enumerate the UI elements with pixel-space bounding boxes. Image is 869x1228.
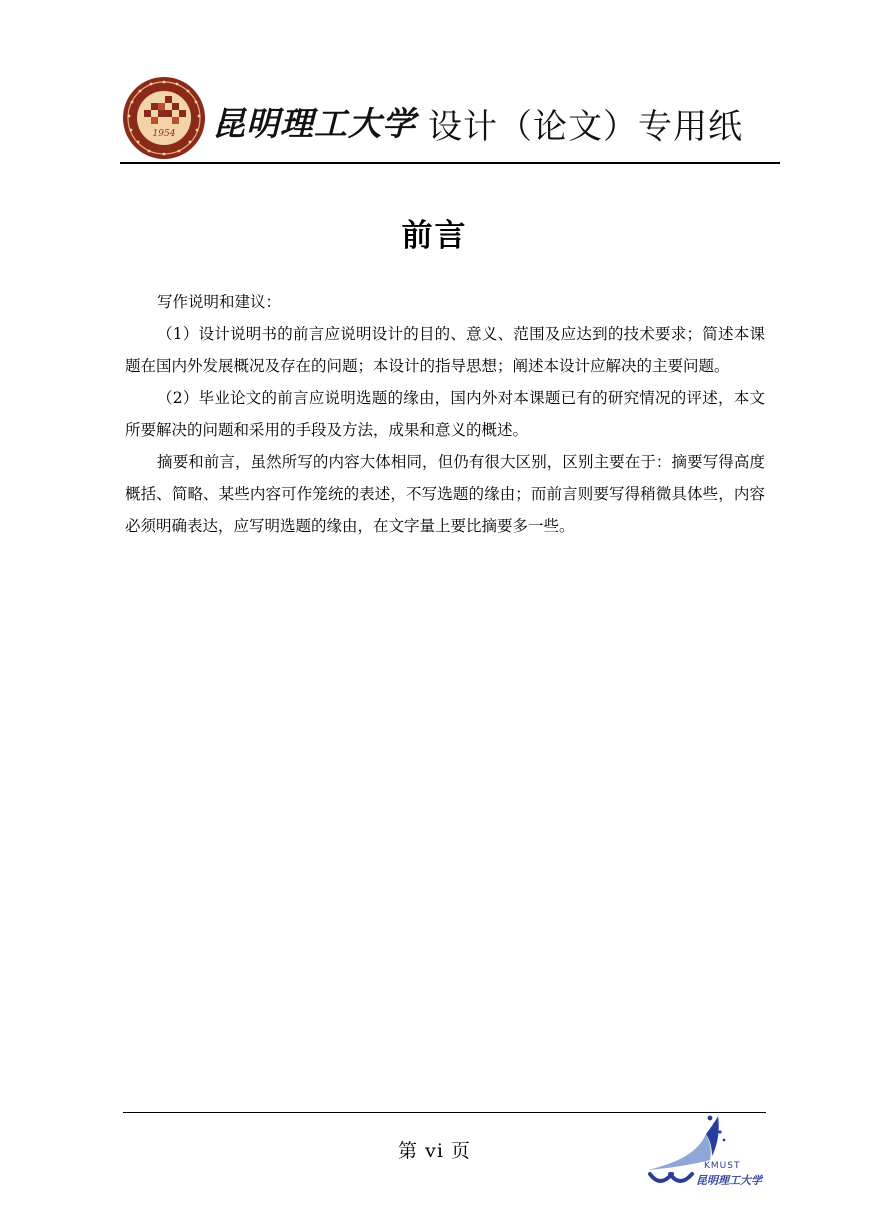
university-logo-icon bbox=[640, 1112, 780, 1192]
seal-year: 1954 bbox=[152, 129, 176, 139]
body-text bbox=[125, 286, 765, 542]
header-divider bbox=[120, 162, 780, 164]
paper-type-label: 设计（论文）专用纸 bbox=[428, 107, 743, 147]
page-number: 第 vi 页 bbox=[398, 1140, 471, 1162]
logo-abbreviation: KMUST bbox=[704, 1161, 741, 1171]
page-header bbox=[120, 72, 780, 164]
school-name: 昆明理工大学 bbox=[212, 104, 416, 143]
paragraph: （1）设计说明书的前言应说明设计的目的、意义、范围及应达到的技术要求；简述本课题在国内外发展概况及存在的问题；本设计的指导思想；阐述本设计应解决的主要问题。 bbox=[125, 325, 765, 375]
university-seal-icon bbox=[122, 76, 206, 160]
paragraph: （2）毕业论文的前言应说明选题的缘由，国内外对本课题已有的研究情况的评述，本文所要解决的问题和采用的手段及方法，成果和意义的概述。 bbox=[125, 389, 765, 439]
logo-school-name: 昆明理工大学 bbox=[696, 1174, 762, 1187]
paragraph: 摘要和前言，虽然所写的内容大体相同，但仍有很大区别，区别主要在于：摘要写得高度概括、简略、某些内容可作笼统的表述，不写选题的缘由；而前言则要写得稍微具体些，内容必须明确表达，应写明选题的缘由，在文字量上要比摘要多一些。 bbox=[125, 453, 765, 535]
paragraph: 写作说明和建议： bbox=[157, 293, 282, 311]
page-title: 前言 bbox=[401, 218, 468, 254]
